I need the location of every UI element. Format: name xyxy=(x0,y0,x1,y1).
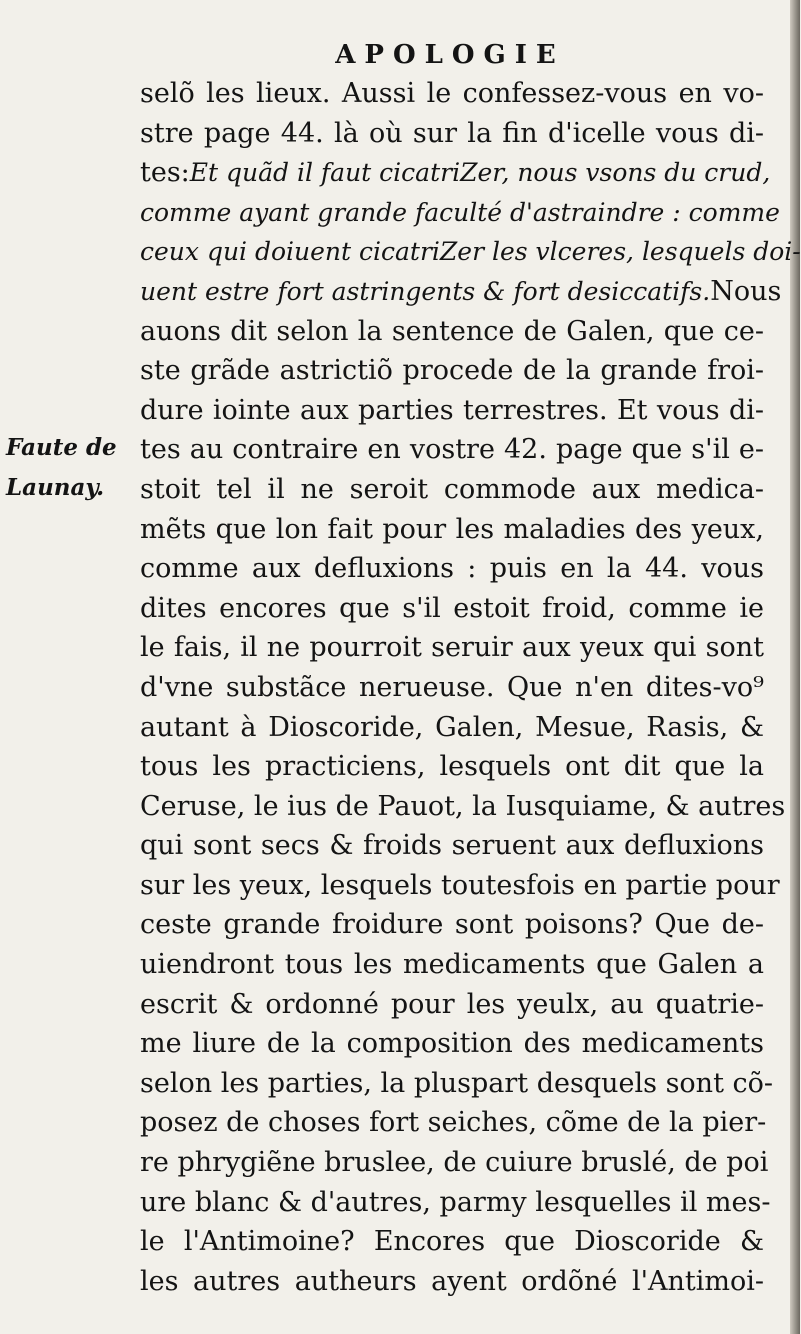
text-line xyxy=(140,787,786,827)
text-line-content: selon les parties, la pluspart desquels sont cõ- xyxy=(140,1067,773,1099)
text-line xyxy=(140,232,801,272)
text-line-content: sur les yeux, lesquels toutesfois en partie pour xyxy=(140,869,780,901)
text-line xyxy=(140,1103,767,1143)
text-line xyxy=(140,153,771,193)
text-line-content: selõ les lieux. Aussi le confessez-vous en vo- xyxy=(140,78,764,109)
running-head: APOLOGIE xyxy=(335,40,565,70)
text-line-content: tes au contraire en vostre 42. page que s'il e- xyxy=(140,434,764,466)
body-text xyxy=(140,74,801,1301)
text-line xyxy=(140,1183,771,1223)
text-line-content: uiendront tous les medicaments que Galen a xyxy=(140,949,764,981)
text-line xyxy=(140,1222,764,1262)
text-line-content: comme aux defluxions : puis en la 44. vous xyxy=(140,553,764,585)
text-line-content: dure iointe aux parties terrestres. Et vous di- xyxy=(140,394,764,426)
text-line xyxy=(140,74,764,114)
text-line xyxy=(140,668,764,708)
text-line-prefix: tes: xyxy=(140,157,190,189)
text-line xyxy=(140,589,764,629)
text-line-content: autant à Dioscoride, Galen, Mesue, Rasis, & xyxy=(140,711,764,743)
text-line-content: re phrygiẽne bruslee, de cuiure bruslé, de poi xyxy=(140,1147,769,1179)
text-line-content: mẽts que lon fait pour les maladies des yeux, xyxy=(140,513,764,545)
text-line xyxy=(140,391,764,431)
marginal-note-line: Launay. xyxy=(6,473,105,501)
text-line xyxy=(140,1143,769,1183)
text-line-content: qui sont secs & froids seruent aux defluxions xyxy=(140,830,764,862)
text-line xyxy=(140,628,764,668)
text-line xyxy=(140,945,764,985)
text-line-content: Ceruse, le ius de Pauot, la Iusquiame, & autres xyxy=(140,790,786,822)
text-line-content: tous les practiciens, lesquels ont dit que la xyxy=(140,751,764,783)
text-line xyxy=(140,1262,764,1302)
text-line xyxy=(140,510,764,550)
text-line xyxy=(140,1024,764,1064)
text-line-content: les autres autheurs ayent ordõné l'Antimoi- xyxy=(140,1265,764,1297)
text-line xyxy=(140,470,764,510)
text-line xyxy=(140,985,764,1025)
text-line-content: escrit & ordonné pour les yeulx, au quatrie- xyxy=(140,988,764,1020)
text-line-content: le fais, il ne pourroit seruir aux yeux qui sont xyxy=(140,632,764,664)
text-line xyxy=(140,549,764,589)
text-line xyxy=(140,826,764,866)
text-line xyxy=(140,351,764,391)
text-line-suffix: Nous xyxy=(710,275,782,307)
text-line-content: stre page 44. là où sur la fin d'icelle vous di- xyxy=(140,117,764,149)
text-line-content: stoit tel il ne seroit commode aux medica- xyxy=(140,473,764,505)
text-line-content: dites encores que s'il estoit froid, comme ie xyxy=(140,592,764,624)
text-line-content: auons dit selon la sentence de Galen, que ce- xyxy=(140,315,764,347)
text-line-content: d'vne substãce nerueuse. Que n'en dites-vo⁹ xyxy=(140,671,764,703)
text-line xyxy=(140,430,764,470)
text-line xyxy=(140,312,764,352)
text-line-content: uent estre fort astringents & fort desiccatifs. xyxy=(140,276,711,306)
text-line-content: ceux qui doiuent cicatriZer les vlceres, lesquels doi- xyxy=(140,237,801,267)
text-line-content: posez de choses fort seiches, cõme de la pier- xyxy=(140,1107,767,1139)
text-line-content: comme ayant grande faculté d'astraindre : comme xyxy=(140,197,780,227)
text-line-content: ste grãde astrictiõ procede de la grande froi- xyxy=(140,355,764,387)
text-line xyxy=(140,866,780,906)
text-line-content: me liure de la composition des medicaments xyxy=(140,1028,764,1060)
marginal-note xyxy=(6,428,126,507)
text-line xyxy=(140,708,764,748)
page-edge-shadow xyxy=(790,0,800,1334)
text-line xyxy=(140,905,764,945)
text-line-content: Et quãd il faut cicatriZer, nous vsons du crud, xyxy=(189,158,771,188)
text-line-content: ure blanc & d'autres, parmy lesquelles il mes- xyxy=(140,1186,771,1218)
text-line xyxy=(140,272,782,312)
marginal-note-line: Faute de xyxy=(6,434,117,461)
text-line xyxy=(140,114,764,154)
text-line xyxy=(140,1064,773,1104)
text-line-content: le l'Antimoine? Encores que Dioscoride & xyxy=(140,1226,764,1258)
text-line xyxy=(140,747,764,787)
text-line xyxy=(140,193,780,233)
text-line-content: ceste grande froidure sont poisons? Que de- xyxy=(140,909,764,941)
